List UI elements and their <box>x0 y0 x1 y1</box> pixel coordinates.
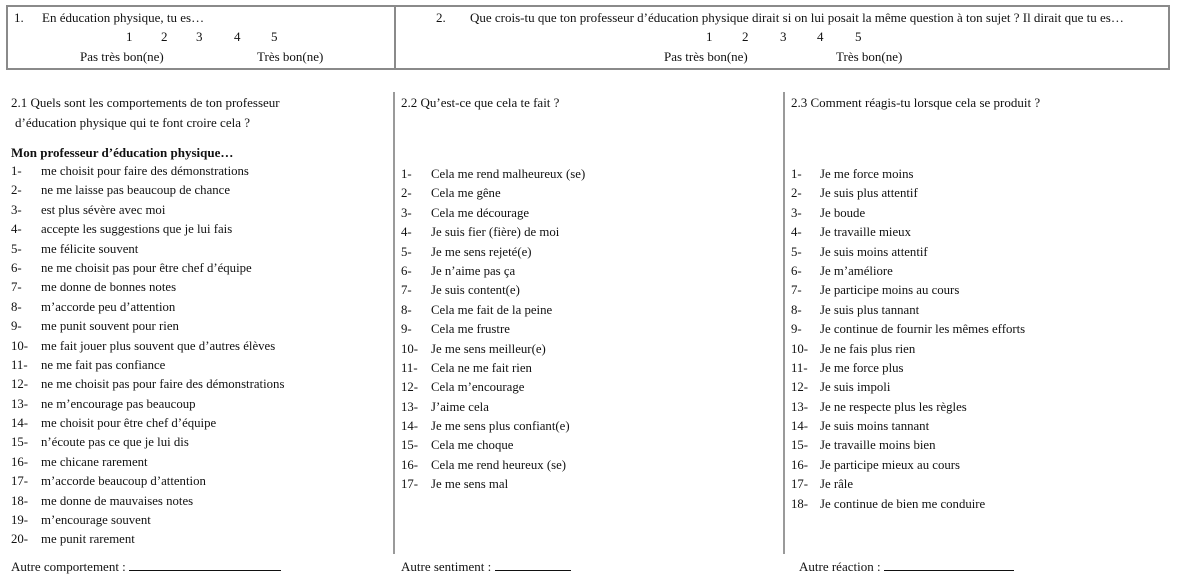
list-item[interactable] <box>401 281 520 300</box>
item-text: Je travaille moins bien <box>820 438 936 453</box>
list-item[interactable] <box>11 317 179 336</box>
item-text: me punit rarement <box>41 532 135 547</box>
item-text: Cela me frustre <box>431 322 510 337</box>
item-number: 10- <box>791 341 809 356</box>
col2-other-field <box>401 557 571 575</box>
list-item[interactable] <box>11 433 189 452</box>
list-item[interactable] <box>401 417 570 436</box>
col3-other-label: Autre réaction : <box>799 559 881 574</box>
item-number: 9- <box>791 322 802 337</box>
col1-behavior-list <box>11 162 285 550</box>
list-item[interactable] <box>11 201 166 220</box>
item-number: 13- <box>11 396 29 411</box>
item-number: 14- <box>401 419 419 434</box>
item-text: Je me force moins <box>820 167 914 181</box>
item-text: m’accorde peu d’attention <box>41 299 176 314</box>
list-item[interactable] <box>401 436 514 455</box>
item-text: Je suis plus tannant <box>820 302 920 317</box>
list-item[interactable] <box>401 475 509 494</box>
q1-text: En éducation physique, tu es… <box>42 10 205 25</box>
item-text: accepte les suggestions que je lui fais <box>41 222 233 237</box>
item-number: 18- <box>11 493 29 508</box>
list-item[interactable] <box>11 220 233 239</box>
col3-reaction-list <box>791 165 1026 514</box>
col3-heading: 2.3 Comment réagis-tu lorsque cela se produit ? <box>791 95 1041 110</box>
list-item[interactable] <box>791 262 893 281</box>
list-item[interactable] <box>791 301 920 320</box>
list-item[interactable] <box>11 395 196 414</box>
item-text: m’encourage souvent <box>41 513 151 528</box>
item-number: 5- <box>401 244 412 259</box>
q2-low-label: Pas très bon(ne) <box>664 49 748 64</box>
list-item[interactable] <box>11 375 285 394</box>
list-item[interactable] <box>791 340 916 359</box>
item-text: ne m’encourage pas beaucoup <box>41 396 196 411</box>
list-item[interactable] <box>791 398 967 417</box>
list-item[interactable] <box>791 359 904 378</box>
item-text: ne me choisit pas pour faire des démonstrations <box>41 377 285 392</box>
list-item[interactable] <box>11 530 135 549</box>
item-text: me félicite souvent <box>41 241 139 256</box>
list-item[interactable] <box>791 243 928 262</box>
item-number: 11- <box>401 360 418 375</box>
q2-scale-2[interactable]: 2 <box>742 29 749 44</box>
item-text: Cela m’encourage <box>431 380 525 395</box>
list-item[interactable] <box>401 243 532 262</box>
col3-other-field <box>799 557 1014 575</box>
item-text: Je me sens meilleur(e) <box>431 341 546 356</box>
list-item[interactable] <box>11 414 217 433</box>
item-text: me chicane rarement <box>41 454 148 469</box>
list-item[interactable] <box>401 456 567 475</box>
item-number: 2- <box>401 186 412 201</box>
item-text: J’aime cela <box>431 399 489 414</box>
list-item[interactable] <box>11 356 166 375</box>
item-text: Je râle <box>820 477 854 492</box>
item-number: 1- <box>11 164 22 178</box>
item-text: Je suis content(e) <box>431 283 520 298</box>
item-number: 5- <box>791 244 802 259</box>
item-text: Je suis fier (fière) de moi <box>431 225 560 240</box>
item-text: Cela me rend heureux (se) <box>431 457 567 472</box>
item-number: 15- <box>791 438 809 453</box>
item-number: 16- <box>791 457 809 472</box>
item-number: 3- <box>11 202 22 217</box>
item-number: 20- <box>11 532 29 547</box>
item-number: 6- <box>791 263 802 278</box>
item-text: Cela ne me fait rien <box>431 360 532 375</box>
item-text: Cela me décourage <box>431 205 530 220</box>
q1-scale-4[interactable]: 4 <box>234 29 241 44</box>
q2-scale-1[interactable]: 1 <box>706 29 713 44</box>
item-text: Je suis moins attentif <box>820 244 928 259</box>
list-item[interactable] <box>791 475 854 494</box>
item-number: 12- <box>11 377 29 392</box>
list-item[interactable] <box>791 165 914 184</box>
list-item[interactable] <box>401 165 586 184</box>
item-number: 8- <box>401 302 412 317</box>
col2-other-input[interactable] <box>495 557 571 571</box>
item-text: Je ne respecte plus les règles <box>820 399 967 414</box>
item-number: 17- <box>401 477 419 492</box>
q2-high-label: Très bon(ne) <box>836 49 903 64</box>
list-item[interactable] <box>401 320 510 339</box>
item-text: Je suis plus attentif <box>820 186 918 201</box>
item-text: Je boude <box>820 205 866 220</box>
item-number: 11- <box>11 357 28 372</box>
item-number: 12- <box>401 380 419 395</box>
list-item[interactable] <box>11 181 231 200</box>
list-item[interactable] <box>791 417 930 436</box>
list-item[interactable] <box>401 340 546 359</box>
col1-heading-line2: d’éducation physique qui te font croire cela ? <box>15 115 250 130</box>
item-text: Je continue de fournir les mêmes efforts <box>820 322 1026 337</box>
item-number: 14- <box>791 419 809 434</box>
item-text: Je m’améliore <box>820 263 893 278</box>
top-box-divider <box>394 5 396 70</box>
item-number: 8- <box>791 302 802 317</box>
item-number: 15- <box>401 438 419 453</box>
list-item[interactable] <box>11 259 252 278</box>
list-item[interactable] <box>401 223 560 242</box>
item-number: 1- <box>791 167 802 181</box>
item-number: 16- <box>11 454 29 469</box>
item-number: 4- <box>791 225 802 240</box>
item-text: Cela me rend malheureux (se) <box>431 167 586 181</box>
q2-scale-4[interactable]: 4 <box>817 29 824 44</box>
list-item[interactable] <box>791 204 866 223</box>
list-item[interactable] <box>401 184 501 203</box>
list-item[interactable] <box>11 453 148 472</box>
item-text: ne me fait pas confiance <box>41 357 166 372</box>
list-item[interactable] <box>791 495 986 514</box>
item-number: 17- <box>11 474 29 489</box>
item-number: 12- <box>791 380 809 395</box>
item-text: Cela me gêne <box>431 186 501 201</box>
item-number: 7- <box>11 280 22 295</box>
item-text: Je me force plus <box>820 360 904 375</box>
col2-other-label: Autre sentiment : <box>401 559 492 574</box>
list-item[interactable] <box>11 337 276 356</box>
list-item[interactable] <box>401 262 516 281</box>
item-number: 13- <box>401 399 419 414</box>
list-item[interactable] <box>11 472 206 491</box>
list-item[interactable] <box>11 298 176 317</box>
item-text: Je participe moins au cours <box>820 283 960 298</box>
item-text: me donne de mauvaises notes <box>41 493 194 508</box>
item-number: 6- <box>11 260 22 275</box>
item-text: me fait jouer plus souvent que d’autres élèves <box>41 338 276 353</box>
item-number: 2- <box>11 183 22 198</box>
item-text: Je travaille mieux <box>820 225 911 240</box>
list-item[interactable] <box>791 436 936 455</box>
list-item[interactable] <box>11 278 177 297</box>
list-item[interactable] <box>401 359 532 378</box>
item-text: est plus sévère avec moi <box>41 202 166 217</box>
q2-text: Que crois-tu que ton professeur d’éducation physique dirait si on lui posait la même question à ton sujet ? Il dirait que tu es… <box>470 10 1124 25</box>
item-text: Je participe mieux au cours <box>820 457 961 472</box>
list-item[interactable] <box>791 378 891 397</box>
item-number: 8- <box>11 299 22 314</box>
item-text: me punit souvent pour rien <box>41 319 179 334</box>
item-number: 11- <box>791 360 808 375</box>
item-text: Je me sens plus confiant(e) <box>431 419 570 434</box>
list-item[interactable] <box>401 398 489 417</box>
item-text: Je me sens mal <box>431 477 509 492</box>
item-number: 14- <box>11 416 29 431</box>
item-text: me choisit pour être chef d’équipe <box>41 416 217 431</box>
item-number: 7- <box>401 283 412 298</box>
q1-scale-1[interactable]: 1 <box>126 29 133 44</box>
list-item[interactable] <box>11 162 249 181</box>
item-number: 6- <box>401 263 412 278</box>
item-text: n’écoute pas ce que je lui dis <box>41 435 189 450</box>
list-item[interactable] <box>791 456 961 475</box>
item-number: 13- <box>791 399 809 414</box>
item-number: 9- <box>401 322 412 337</box>
column-divider-2 <box>783 92 785 554</box>
q1-scale-3[interactable]: 3 <box>196 29 203 44</box>
item-number: 10- <box>401 341 419 356</box>
q1-low-label: Pas très bon(ne) <box>80 49 164 64</box>
item-text: m’accorde beaucoup d’attention <box>41 474 206 489</box>
item-number: 5- <box>11 241 22 256</box>
q2-scale-5[interactable]: 5 <box>855 29 862 44</box>
col3-other-input[interactable] <box>884 557 1014 571</box>
col1-other-input[interactable] <box>129 557 281 571</box>
q1-scale-2[interactable]: 2 <box>161 29 168 44</box>
item-text: ne me choisit pas pour être chef d’équipe <box>41 260 252 275</box>
list-item[interactable] <box>791 320 1026 339</box>
q2-number: 2. <box>436 10 446 25</box>
item-number: 19- <box>11 513 29 528</box>
item-text: Je n’aime pas ça <box>431 263 516 278</box>
column-divider-1 <box>393 92 395 554</box>
item-number: 7- <box>791 283 802 298</box>
item-text: Je continue de bien me conduire <box>820 496 986 511</box>
col2-feeling-list <box>401 165 586 495</box>
item-text: me choisit pour faire des démonstrations <box>41 164 249 178</box>
item-text: me donne de bonnes notes <box>41 280 177 295</box>
item-text: Je suis impoli <box>820 380 891 395</box>
q1-number: 1. <box>14 10 24 25</box>
col1-other-label: Autre comportement : <box>11 559 126 574</box>
list-item[interactable] <box>401 204 530 223</box>
item-number: 9- <box>11 319 22 334</box>
item-text: Cela me fait de la peine <box>431 302 553 317</box>
item-number: 3- <box>791 205 802 220</box>
item-number: 2- <box>791 186 802 201</box>
q2-scale-3[interactable]: 3 <box>780 29 787 44</box>
item-number: 3- <box>401 205 412 220</box>
item-text: ne me laisse pas beaucoup de chance <box>41 183 231 198</box>
item-number: 17- <box>791 477 809 492</box>
col1-other-field <box>11 557 281 575</box>
col2-heading: 2.2 Qu’est-ce que cela te fait ? <box>401 95 560 110</box>
q1-scale-5[interactable]: 5 <box>271 29 278 44</box>
item-number: 18- <box>791 496 809 511</box>
list-item[interactable] <box>791 184 918 203</box>
list-item[interactable] <box>401 301 553 320</box>
col1-heading-line1: 2.1 Quels sont les comportements de ton professeur <box>11 95 280 110</box>
item-text: Je ne fais plus rien <box>820 341 916 356</box>
list-item[interactable] <box>11 240 139 259</box>
item-number: 15- <box>11 435 29 450</box>
item-number: 4- <box>401 225 412 240</box>
list-item[interactable] <box>401 378 525 397</box>
item-text: Je me sens rejeté(e) <box>431 244 532 259</box>
item-number: 10- <box>11 338 29 353</box>
item-number: 1- <box>401 167 412 181</box>
q1-high-label: Très bon(ne) <box>257 49 324 64</box>
list-item[interactable] <box>11 492 194 511</box>
list-item[interactable] <box>791 281 960 300</box>
list-item[interactable] <box>11 511 151 530</box>
item-text: Je suis moins tannant <box>820 419 930 434</box>
list-item[interactable] <box>791 223 911 242</box>
item-number: 4- <box>11 222 22 237</box>
col1-subheading: Mon professeur d’éducation physique… <box>11 145 234 160</box>
item-text: Cela me choque <box>431 438 514 453</box>
item-number: 16- <box>401 457 419 472</box>
